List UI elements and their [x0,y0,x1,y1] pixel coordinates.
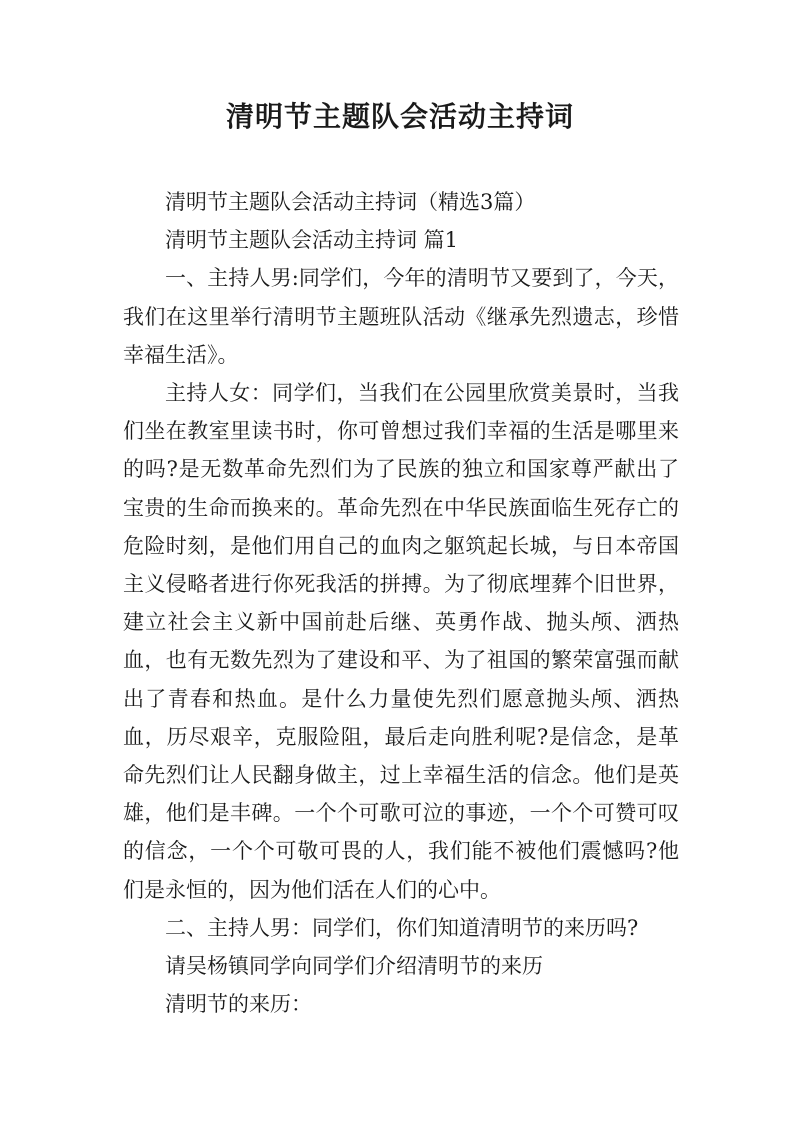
document-title: 清明节主题队会活动主持词 [225,100,574,133]
paragraph: 请吴杨镇同学向同学们介绍清明节的来历 [165,954,543,979]
paragraph-section-heading: 清明节主题队会活动主持词 篇1 [165,228,459,253]
document-body [123,183,679,1023]
paragraph: 清明节的来历： [165,992,312,1017]
paragraph: 主持人女：同学们，当我们在公园里欣赏美景时，当我们坐在教室里读书时，你可曾想过我们幸福的生活是哪里来的吗?是无数革命先烈们为了民族的独立和国家尊严献出了宝贵的生命而换来的。革命先烈在中华民族面临生死存亡的危险时刻，是他们用自己的血肉之躯筑起长城，与日本帝国主义侵略者进行你死我活的拼搏。为了彻底埋葬个旧世界，建立社会主义新中国前赴后继、英勇作战、抛头颅、洒热血，也有无数先烈为了建设和平、为了祖国的繁荣富强而献出了青春和热血。是什么力量使先烈们愿意抛头颅、洒热血，历尽艰辛，克服险阻，最后走向胜利呢?是信念，是革命先烈们让人民翻身做主，过上幸福生活的信念。他们是英雄，他们是丰碑。一个个可歌可泣的事迹，一个个可赞可叹的信念，一个个可敬可畏的人，我们能不被他们震憾吗?他们是永恒的，因为他们活在人们的心中。 [123,381,679,902]
paragraph: 二、主持人男：同学们，你们知道清明节的来历吗? [165,915,639,940]
paragraph: 一、主持人男:同学们，今年的清明节又要到了，今天，我们在这里举行清明节主题班队活动《继承先烈遗志，珍惜幸福生活》。 [123,266,679,367]
paragraph-subtitle: 清明节主题队会活动主持词（精选3篇） [165,190,536,214]
